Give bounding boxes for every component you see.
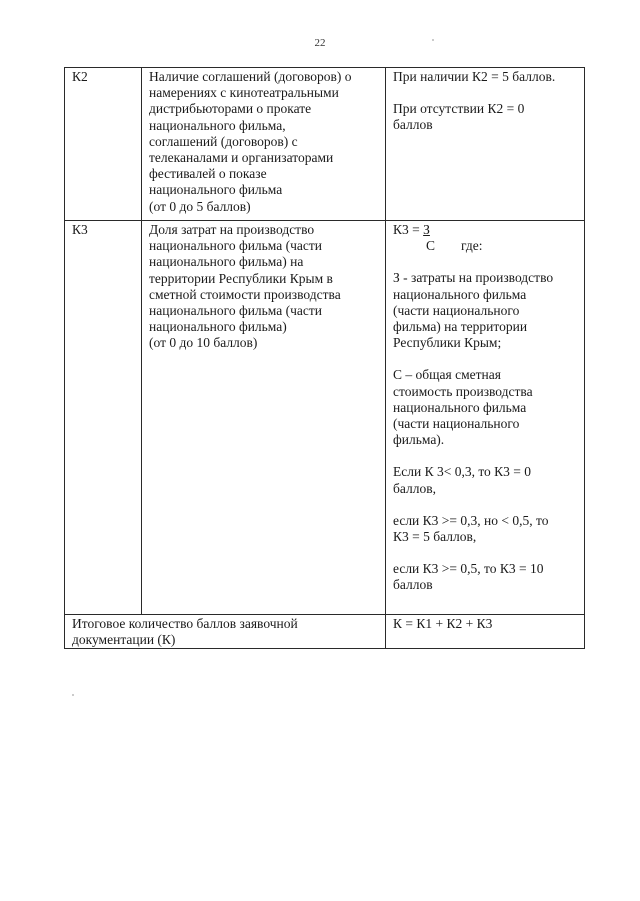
rule-text: если К3 >= 0,5, то К3 = 10 баллов [393, 561, 544, 593]
formula-lhs: К3 = [393, 222, 424, 237]
total-formula: К = К1 + К2 + К3 [386, 615, 585, 649]
criteria-table [64, 67, 585, 649]
formula-numerator: З [423, 222, 430, 237]
formula-denominator: С [426, 238, 436, 254]
rule-text: если К3 >= 0,3, но < 0,5, то К3 = 5 баллов, [393, 512, 549, 545]
rule-text: З - затраты на производство национального фильма (части национального фильма) на территории Республики Крым; [393, 270, 554, 351]
table-row-total [65, 615, 585, 649]
criterion-rules [386, 68, 585, 221]
criterion-rules [386, 221, 585, 615]
scan-speck [432, 39, 434, 41]
criterion-code: К2 [65, 68, 142, 221]
criterion-code: К3 [65, 221, 142, 615]
rule-text: С – общая сметная стоимость производства национального фильма (части национального фильма). [393, 367, 533, 448]
scan-speck [72, 694, 74, 696]
rule-text: При наличии К2 = 5 баллов. [393, 69, 556, 84]
table-row-k2 [65, 68, 585, 221]
formula-where: где: [461, 238, 483, 254]
formula [393, 222, 578, 254]
table-row-k3 [65, 221, 585, 615]
criterion-description: Наличие соглашений (договоров) о намерениях с кинотеатральными дистрибьюторами о прокате национального фильма, соглашений (договоров) с телеканалами и организаторами фестивалей о показе национального фильма (от 0 до 5 баллов) [142, 68, 386, 221]
rule-text: Если К 3< 0,3, то К3 = 0 баллов, [393, 464, 532, 496]
criterion-description: Доля затрат на производство национального фильма (части национального фильма) на территории Республики Крым в сметной стоимости производства национального фильма (части национального фильма) (от 0 до 10 баллов) [142, 221, 386, 615]
rule-text: При отсутствии К2 = 0 баллов [393, 101, 525, 133]
page-number: 22 [314, 37, 326, 49]
total-label: Итоговое количество баллов заявочной документации (К) [65, 615, 386, 649]
